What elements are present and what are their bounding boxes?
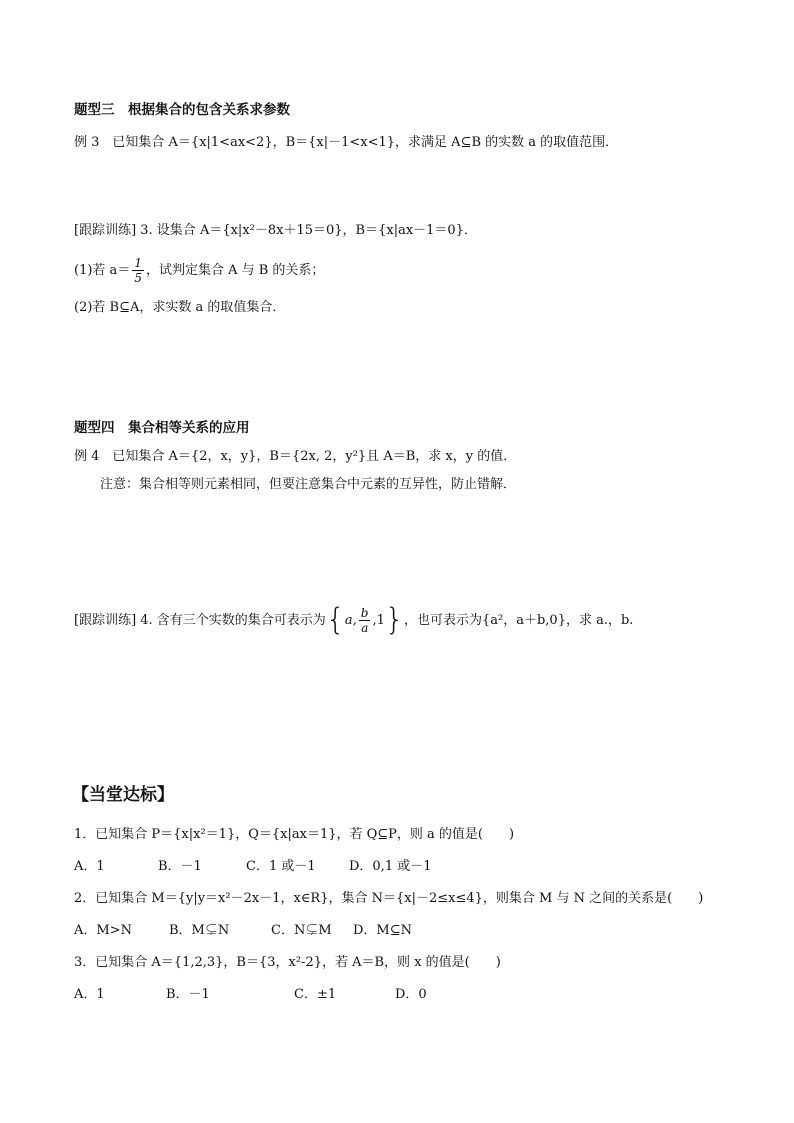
q2-option-d: D．M⊆N bbox=[353, 923, 413, 938]
example4-text: 例 4 已知集合 A＝{2，x，y}，B＝{2x, 2，y²}且 A＝B，求 x，y 的值． bbox=[74, 449, 517, 464]
practice-q1-options bbox=[74, 858, 432, 876]
q1-prefix: (1)若 a＝ bbox=[74, 263, 131, 278]
follow-up3-q1 bbox=[74, 256, 324, 285]
q2-option-b: B．M⊊N bbox=[169, 923, 230, 938]
section3-title: 题型三 根据集合的包含关系求参数 bbox=[74, 102, 290, 118]
q3-option-b: B．－1 bbox=[166, 987, 210, 1002]
section4-title: 题型四 集合相等关系的应用 bbox=[74, 420, 250, 436]
right-brace-icon: } bbox=[384, 602, 404, 638]
left-brace-icon: { bbox=[325, 602, 345, 638]
practice-q3: 3．已知集合 A＝{1,2,3}，B＝{3，x²-2}，若 A＝B，则 x 的值是( ) bbox=[74, 955, 501, 970]
fraction-b-over-a bbox=[359, 606, 371, 635]
fraction-numerator: 1 bbox=[134, 256, 142, 270]
q1-option-c: C．1 或－1 bbox=[246, 859, 316, 874]
q1-suffix: ，试判定集合 A 与 B 的关系； bbox=[145, 263, 325, 278]
fraction-denominator: 5 bbox=[134, 271, 142, 285]
q3-option-a: A．1 bbox=[74, 987, 105, 1002]
follow4-prefix: [跟踪训练] 4. 含有三个实数的集合可表示为 bbox=[74, 613, 326, 628]
practice-title: 【当堂达标】 bbox=[72, 785, 174, 805]
follow-up3-q2: (2)若 B⊆A，求实数 a 的取值集合． bbox=[74, 300, 286, 315]
follow-up3-text: [跟踪训练] 3. 设集合 A＝{x|x²－8x＋15＝0}，B＝{x|ax－1＝0}． bbox=[74, 223, 477, 238]
q2-option-a: A．M>N bbox=[74, 923, 132, 938]
practice-q3-options bbox=[74, 986, 427, 1004]
practice-q1: 1．已知集合 P＝{x|x²＝1}，Q＝{x|ax＝1}，若 Q⊆P，则 a 的值是( ) bbox=[74, 827, 515, 842]
note-text: 注意：集合相等则元素相同，但要注意集合中元素的互异性，防止错解． bbox=[100, 477, 517, 492]
practice-q2: 2．已知集合 M＝{y|y＝x²－2x－1，x∈R}，集合 N＝{x|－2≤x≤4}，则集合 M 与 N 之间的关系是( ) bbox=[74, 891, 704, 906]
q1-option-b: B．－1 bbox=[158, 859, 202, 874]
fraction-1-5 bbox=[132, 256, 144, 285]
follow-up4-text bbox=[74, 602, 634, 638]
q3-option-c: C．±1 bbox=[294, 987, 337, 1002]
q1-option-a: A．1 bbox=[74, 859, 105, 874]
example3-text: 例 3 已知集合 A＝{x|1<ax<2}，B＝{x|－1<x<1}，求满足 A⊆B 的实数 a 的取值范围． bbox=[74, 135, 619, 150]
practice-q2-options bbox=[74, 922, 412, 940]
set-element-1: ,1 bbox=[372, 613, 385, 628]
set-element-a: a, bbox=[344, 613, 357, 628]
q2-option-c: C．N⊊M bbox=[271, 923, 332, 938]
q1-option-d: D．0,1 或－1 bbox=[349, 859, 432, 874]
frac-denominator-a: a bbox=[361, 621, 369, 635]
follow4-suffix: ，也可表示为{a²，a＋b,0}，求 a.，b. bbox=[403, 613, 634, 628]
q3-option-d: D．0 bbox=[395, 987, 427, 1002]
frac-numerator-b: b bbox=[360, 606, 369, 620]
